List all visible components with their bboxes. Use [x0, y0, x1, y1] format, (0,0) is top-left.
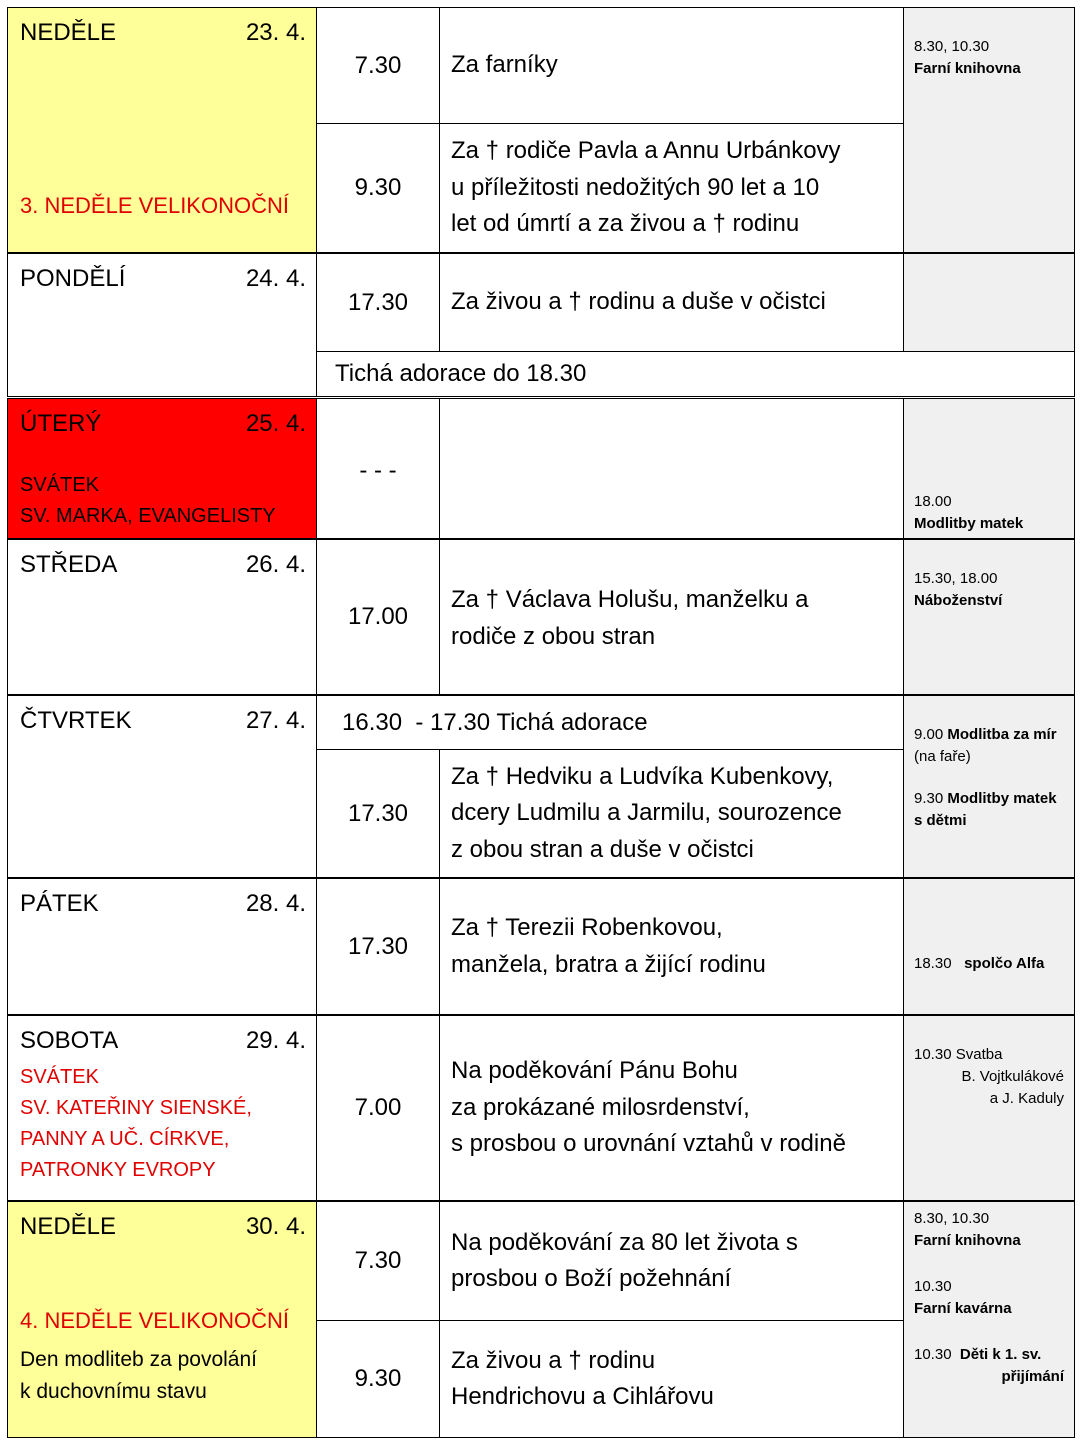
event-note: (na faře) — [914, 748, 971, 765]
day-sunday-23 — [7, 7, 317, 253]
day-name: ÚTERÝ — [20, 410, 102, 437]
intention-line: Za † Terezii Robenkovou, — [451, 914, 723, 941]
day-date: 28. 4. — [245, 890, 306, 917]
day-date: 25. 4. — [245, 410, 306, 437]
day-name: NEDĚLE — [20, 19, 117, 46]
event-time: 9.30 — [914, 790, 944, 807]
intention-line: Za živou a † rodinu a duše v očistci — [451, 288, 826, 316]
events-cell — [903, 539, 1075, 695]
event-time: 18.30 — [914, 955, 952, 972]
day-date: 30. 4. — [245, 1213, 306, 1240]
event-time: 10.30 — [914, 1346, 952, 1363]
event-line: a J. Kaduly — [989, 1090, 1064, 1107]
feast-line: SV. MARKA, EVANGELISTY — [20, 505, 276, 527]
events-cell — [903, 7, 1075, 253]
mass-time: - - - — [316, 398, 440, 539]
intention-line: prosbou o Boží požehnání — [451, 1265, 732, 1292]
intention-line: dcery Ludmilu a Jarmilu, sourozence — [451, 799, 842, 827]
adoration-row — [316, 695, 904, 750]
intention-line: rodiče z obou stran — [451, 622, 656, 650]
day-note: Den modliteb za povolání — [20, 1348, 257, 1371]
intention-line: za prokázané milosrdenství, — [451, 1093, 750, 1121]
mass-time: 9.30 — [316, 123, 440, 253]
day-monday-24 — [7, 253, 317, 397]
event-label: Modlitby matek — [947, 790, 1057, 807]
event-time: 10.30 — [914, 1046, 952, 1063]
day-name: STŘEDA — [20, 551, 118, 578]
day-date: 29. 4. — [245, 1027, 306, 1054]
intention-line: Na poděkování Pánu Bohu — [451, 1057, 738, 1085]
event-label: Modlitby matek — [914, 515, 1024, 532]
event-label: Náboženství — [914, 592, 1003, 609]
intention-line: Za farníky — [451, 51, 558, 79]
events-cell — [903, 1201, 1075, 1438]
event-label: Farní knihovna — [914, 60, 1021, 77]
adoration-text: 16.30 - 17.30 Tichá adorace — [342, 708, 648, 736]
event-time: 8.30, 10.30 — [914, 38, 990, 55]
intention-line: let od úmrtí a za živou a † rodinu — [451, 210, 800, 238]
day-date: 27. 4. — [245, 707, 306, 734]
event-time: 8.30, 10.30 — [914, 1210, 990, 1227]
day-name: SOBOTA — [20, 1027, 119, 1054]
day-sunday-30 — [7, 1201, 317, 1438]
feast-line: SVÁTEK — [20, 1066, 99, 1088]
event-line: B. Vojtkulákové — [961, 1068, 1064, 1085]
mass-time: 7.30 — [316, 1201, 440, 1321]
day-tuesday-25 — [7, 398, 317, 539]
event-label: Farní knihovna — [914, 1232, 1021, 1249]
mass-intention — [439, 253, 904, 352]
mass-intention — [439, 539, 904, 695]
event-label: spolčo Alfa — [964, 955, 1045, 972]
events-cell — [903, 1015, 1075, 1201]
day-saturday-29 — [7, 1015, 317, 1201]
adoration-text: Tichá adorace do 18.30 — [335, 360, 587, 387]
intention-line: Na poděkování za 80 let života s — [451, 1228, 798, 1256]
event-time: 15.30, 18.00 — [914, 570, 998, 587]
mass-intention — [439, 1015, 904, 1201]
event-time: 18.00 — [914, 493, 952, 510]
adoration-row — [316, 351, 1075, 397]
event-label: Svatba — [955, 1046, 1003, 1063]
feast-line: SV. KATEŘINY SIENSKÉ, — [20, 1097, 252, 1119]
event-time: 10.30 — [914, 1278, 952, 1295]
feast-line: PANNY A UČ. CÍRKVE, — [20, 1128, 230, 1150]
mass-time: 17.00 — [316, 539, 440, 695]
mass-intention — [439, 878, 904, 1015]
intention-line: Za † rodiče Pavla a Annu Urbánkovy — [451, 137, 841, 165]
intention-line: z obou stran a duše v očistci — [451, 835, 754, 863]
day-name: NEDĚLE — [20, 1213, 117, 1240]
intention-line: Hendrichovu a Cihlářovu — [451, 1383, 714, 1410]
day-thursday-27 — [7, 695, 317, 878]
mass-intention — [439, 749, 904, 878]
intention-line: Za † Václava Holušu, manželku a — [451, 586, 809, 613]
feast-line: SVÁTEK — [20, 474, 99, 496]
event-label: Děti k 1. sv. — [959, 1346, 1042, 1363]
intention-line: s prosbou o urovnání vztahů v rodině — [451, 1130, 846, 1158]
mass-time: 9.30 — [316, 1320, 440, 1438]
day-date: 26. 4. — [245, 551, 306, 578]
feast-title: 4. NEDĚLE VELIKONOČNÍ — [20, 1308, 289, 1333]
intention-line: u příležitosti nedožitých 90 let a 10 — [451, 173, 820, 201]
mass-time: 17.30 — [316, 749, 440, 878]
feast-line: PATRONKY EVROPY — [20, 1159, 216, 1181]
mass-time: 17.30 — [316, 878, 440, 1015]
events-cell — [903, 398, 1075, 539]
feast-title: 3. NEDĚLE VELIKONOČNÍ — [20, 193, 289, 218]
events-cell — [903, 253, 1075, 352]
day-name: PONDĚLÍ — [20, 265, 126, 292]
event-label: s dětmi — [914, 812, 967, 829]
mass-intention — [439, 123, 904, 253]
day-friday-28 — [7, 878, 317, 1015]
mass-intention — [439, 398, 904, 539]
mass-intention — [439, 1201, 904, 1321]
intention-line: Za † Hedviku a Ludvíka Kubenkovy, — [451, 762, 834, 790]
intention-line: manžela, bratra a žijící rodinu — [451, 950, 766, 978]
day-name: PÁTEK — [20, 890, 99, 917]
event-label: Farní kavárna — [914, 1300, 1012, 1317]
events-cell — [903, 878, 1075, 1015]
mass-intention — [439, 1320, 904, 1438]
mass-time: 7.00 — [316, 1015, 440, 1201]
mass-intention — [439, 7, 904, 124]
event-time: 9.00 — [914, 726, 944, 743]
day-name: ČTVRTEK — [20, 707, 132, 734]
day-wednesday-26 — [7, 539, 317, 695]
mass-time: 17.30 — [316, 253, 440, 352]
mass-time: 7.30 — [316, 7, 440, 124]
day-date: 24. 4. — [245, 265, 306, 292]
day-note: k duchovnímu stavu — [20, 1380, 207, 1403]
event-label: Modlitba za mír — [947, 726, 1057, 743]
intention-line: Za živou a † rodinu — [451, 1346, 656, 1374]
day-date: 23. 4. — [245, 19, 306, 46]
event-label: přijímání — [1001, 1368, 1064, 1385]
events-cell — [903, 695, 1075, 878]
